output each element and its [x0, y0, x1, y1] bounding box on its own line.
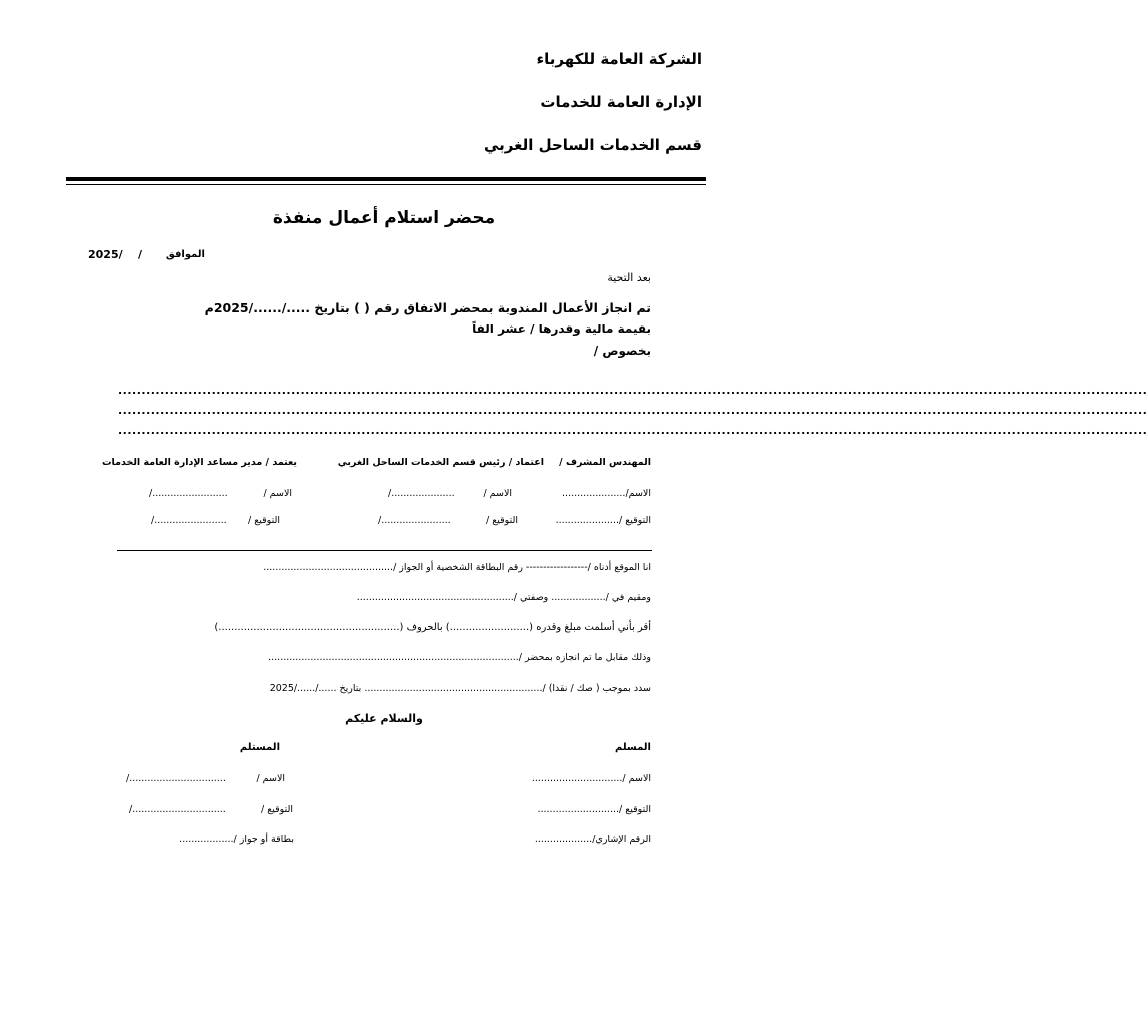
signatory-endorse: يعتمد / مدير مساعد الإدارة العامة الخدمات: [101, 457, 297, 468]
document-title: محضر استلام أعمال منفذة: [272, 208, 496, 228]
declaration-line-payment: سدد بموجب ( صك / نقدا) /........................................................... بتاريخ ....../....../2025: [269, 683, 651, 694]
header-rule-thick: [66, 177, 706, 181]
section-separator: [117, 550, 652, 551]
deliverer-heading: المسلم: [615, 742, 651, 753]
declaration-line-identity: انا الموقع أدناه /------------------ رقم البطاقة الشخصية أو الجواز /...........................................: [263, 562, 651, 573]
signatory-sign-left-dots: /........................: [151, 515, 227, 526]
department-name: الإدارة العامة للخدمات: [540, 93, 702, 111]
signatory-name-left-dots: /.........................: [149, 488, 228, 499]
date-slash: /: [138, 248, 143, 261]
header-rule-thin: [66, 184, 706, 185]
signatory-sign-right: التوقيع /.....................: [555, 515, 651, 526]
signatory-sign-mid-label: التوقيع /: [486, 515, 518, 526]
signatory-name-right: الاسم/.....................: [562, 488, 651, 499]
receiver-heading: المستلم: [239, 742, 280, 753]
company-name: الشركة العامة للكهرباء: [536, 50, 702, 68]
date-label: الموافق: [165, 249, 205, 260]
signatory-name-left-label: الاسم /: [263, 488, 292, 499]
body-line-subject: بخصوص /: [593, 344, 651, 358]
receiver-name-label: الاسم /: [256, 773, 285, 784]
deliverer-signature: التوقيع /...........................: [537, 804, 651, 815]
deliverer-name: الاسم /..............................: [531, 773, 651, 784]
signatory-name-mid-dots: /.....................: [388, 488, 455, 499]
dotted-line-3: ............................................................................................................................................................................................................................: [118, 424, 1147, 437]
body-line-agreement: تم انجاز الأعمال المندوبة بمحضر الاتفاق رقم ( ) بتاريخ ...../....../2025م: [204, 300, 651, 315]
declaration-line-reference: وذلك مقابل ما تم انجازه بمحضر /...................................................................................: [268, 652, 651, 663]
dotted-line-1: ............................................................................................................................................................................................................................: [118, 384, 1147, 397]
body-line-value: بقيمة مالية وقدرها / عشر الفاً: [472, 322, 651, 336]
signatory-approval: اعتماد / رئيس قسم الخدمات الساحل الغربي: [337, 457, 544, 468]
declaration-line-amount: أقر بأني أسلمت مبلغ وقدره (.........................) بالحروف (.........................................................): [214, 622, 651, 633]
signatory-sign-mid-dots: /.......................: [378, 515, 451, 526]
section-name: قسم الخدمات الساحل الغربي: [483, 136, 702, 154]
closing-salutation: والسلام عليكم: [345, 712, 423, 725]
dotted-line-2: ............................................................................................................................................................................................................................: [118, 404, 1147, 417]
signatory-sign-left-label: التوقيع /: [248, 515, 280, 526]
receiver-id-document: بطاقة أو جواز /..................: [179, 834, 294, 845]
signatory-name-mid-label: الاسم /: [483, 488, 512, 499]
date-year: 2025/: [88, 248, 123, 261]
deliverer-reference-number: الرقم الإشاري/...................: [534, 834, 651, 845]
receiver-signature-label: التوقيع /: [261, 804, 293, 815]
receiver-name-dots: /................................: [126, 773, 226, 784]
greeting: بعد التحية: [607, 271, 651, 284]
declaration-line-residence: ومقيم في /.................. وصفتي /....................................................: [356, 592, 651, 603]
receiver-signature-dots: /...............................: [129, 804, 226, 815]
signatory-engineer: المهندس المشرف /: [559, 457, 651, 468]
